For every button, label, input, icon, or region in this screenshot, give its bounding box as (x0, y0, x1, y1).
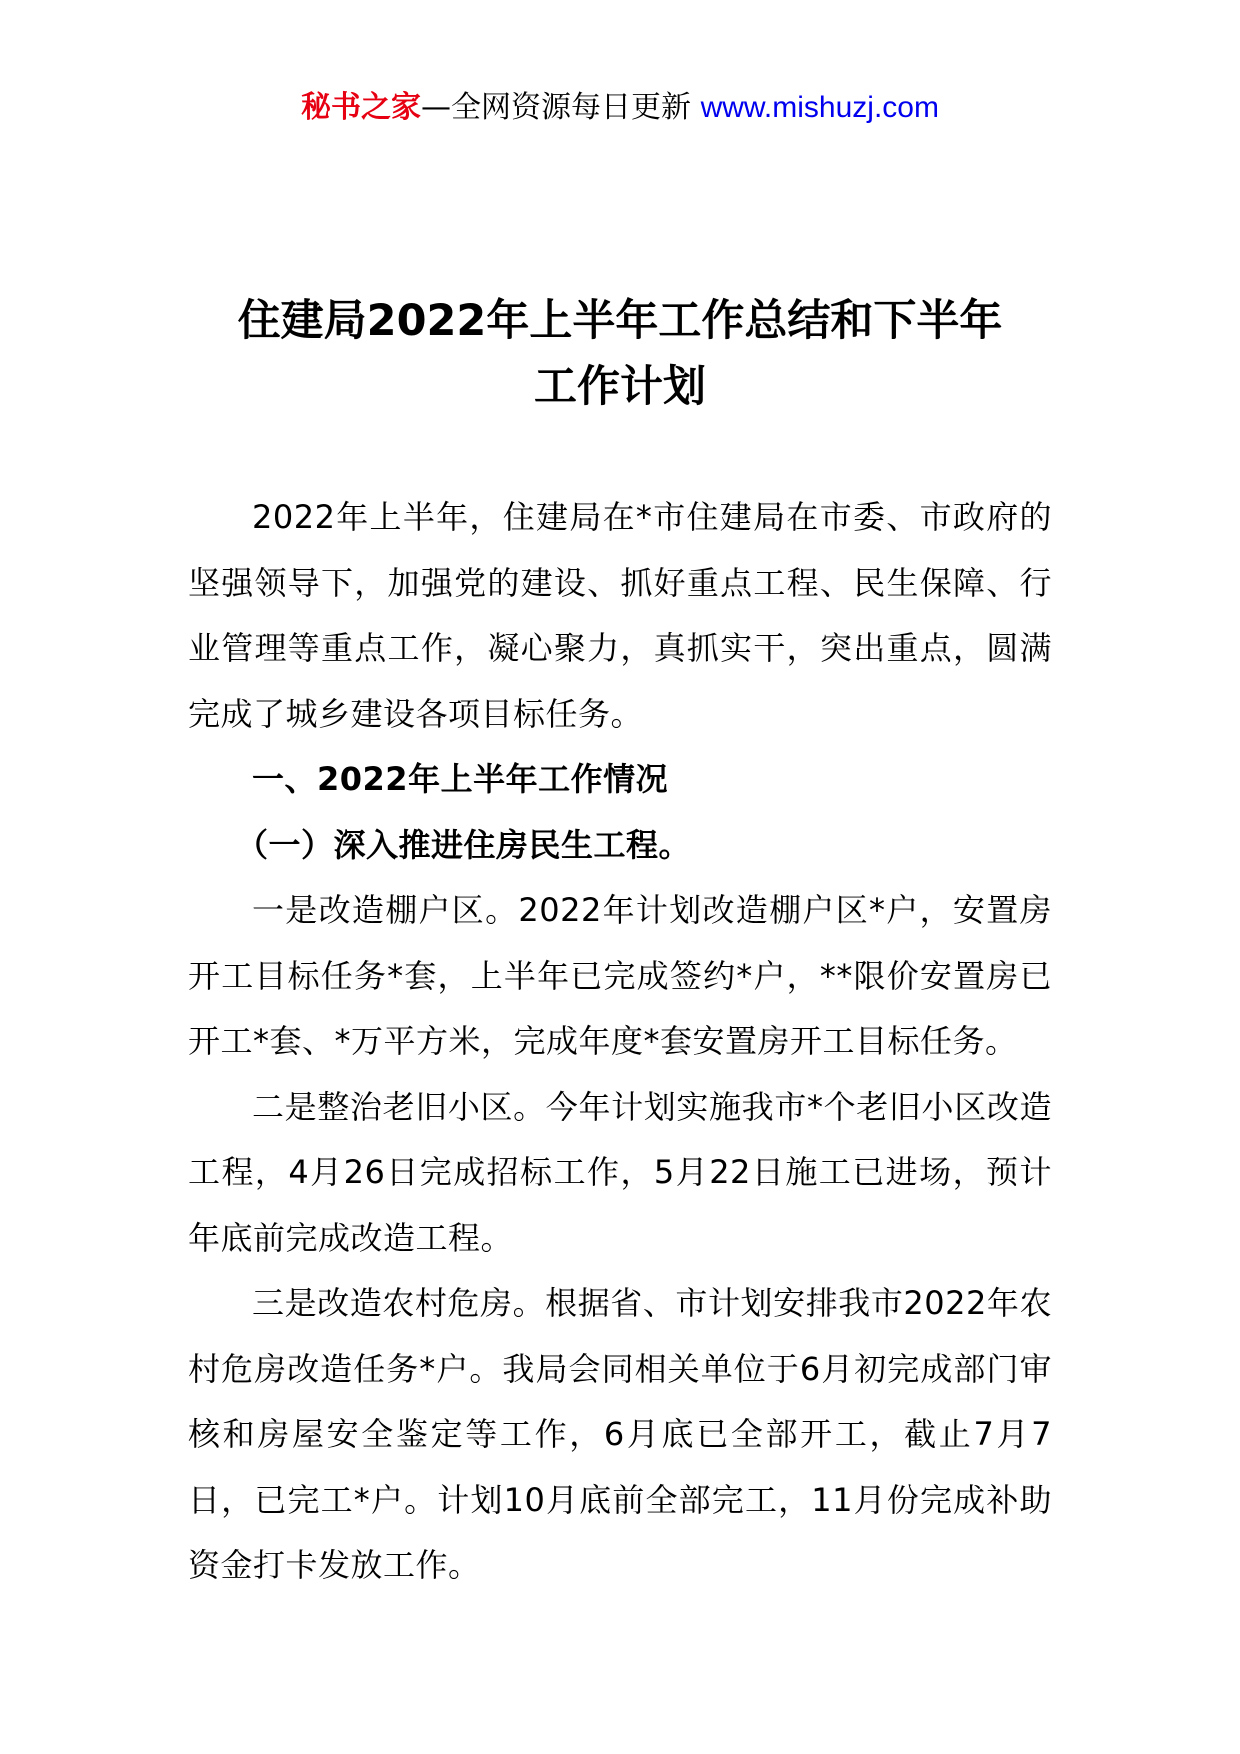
site-banner (0, 88, 1240, 128)
item-paragraph-3: 三是改造农村危房。根据省、市计划安排我市2022年农村危房改造任务*户。我局会同相关单位于6月初完成部门审核和房屋安全鉴定等工作，6月底已全部开工，截止7月7日，已完工*户。计划10月底前全部完工，11月份完成补助资金打卡发放工作。 (188, 1284, 1052, 1584)
title-line-2: 工作计划 (534, 362, 706, 412)
site-url-link[interactable]: www.mishuzj.com (700, 91, 939, 124)
intro-paragraph: 2022年上半年，住建局在*市住建局在市委、市政府的坚强领导下，加强党的建设、抓好重点工程、民生保障、行业管理等重点工作，凝心聚力，真抓实干，突出重点，圆满完成了城乡建设各项目标任务。 (188, 498, 1052, 733)
document-body (188, 485, 1052, 1599)
banner-tagline: —全网资源每日更新 (421, 90, 692, 125)
subsection-heading: （一）深入推进住房民生工程。 (236, 825, 692, 864)
item-paragraph-1: 一是改造棚户区。2022年计划改造棚户区*户，安置房开工目标任务*套，上半年已完成签约*户，**限价安置房已开工*套、*万平方米，完成年度*套安置房开工目标任务。 (188, 891, 1052, 1060)
document-title (188, 288, 1052, 420)
section-heading: 一、2022年上半年工作情况 (252, 760, 669, 798)
brand-name: 秘书之家 (301, 90, 422, 125)
item-paragraph-2: 二是整治老旧小区。今年计划实施我市*个老旧小区改造工程，4月26日完成招标工作，5月22日施工已进场，预计年底前完成改造工程。 (188, 1087, 1052, 1257)
title-line-1: 住建局2022年上半年工作总结和下半年 (237, 296, 1003, 346)
